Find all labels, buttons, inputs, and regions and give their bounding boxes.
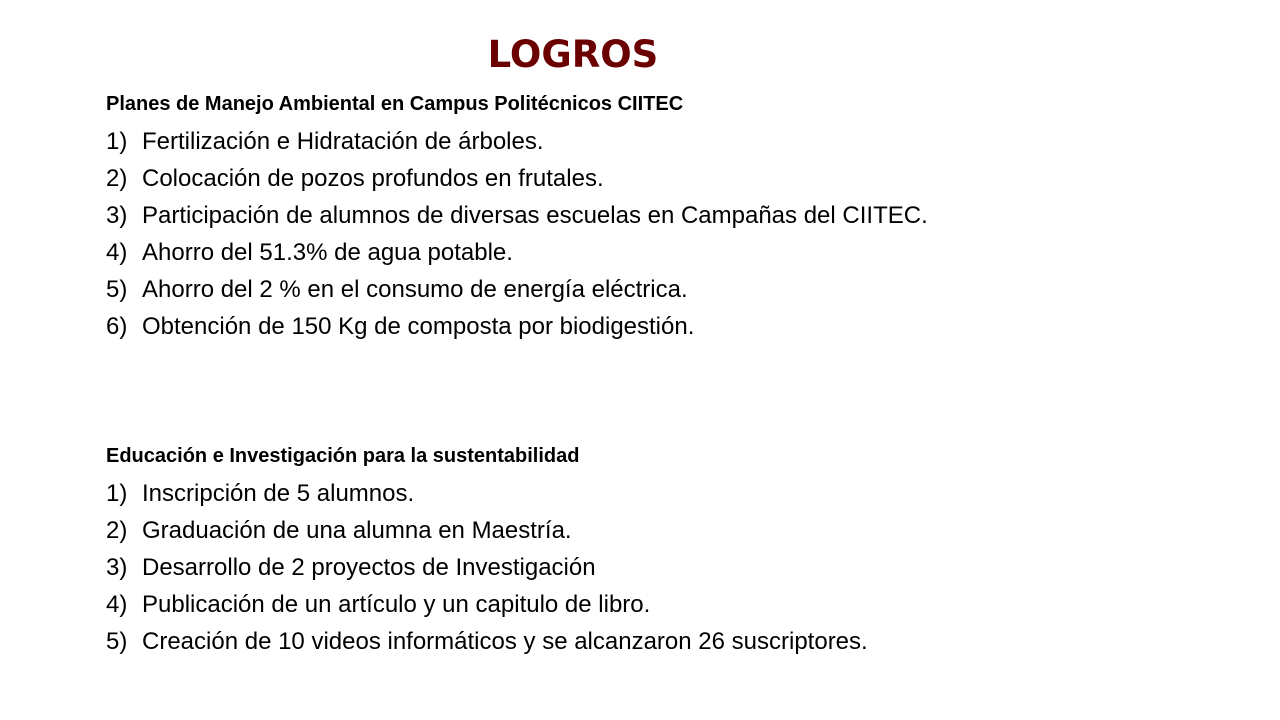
- slide-title: LOGROS: [487, 33, 659, 76]
- item-number: 2): [106, 517, 128, 544]
- item-number: 4): [106, 591, 128, 618]
- list-item: [106, 586, 1206, 623]
- section-heading: Educación e Investigación para la sustentabilidad: [106, 445, 580, 467]
- section-education-research: [106, 443, 1206, 660]
- item-text: Obtención de 150 Kg de composta por biodigestión.: [142, 313, 695, 340]
- list-item: [106, 234, 1206, 271]
- list-item: [106, 271, 1206, 308]
- list-item: [106, 512, 1206, 549]
- list-item: [106, 475, 1206, 512]
- item-text: Fertilización e Hidratación de árboles.: [142, 128, 544, 155]
- item-text: Desarrollo de 2 proyectos de Investigación: [142, 554, 596, 581]
- item-number: 6): [106, 313, 128, 340]
- item-text: Colocación de pozos profundos en frutales.: [142, 165, 604, 192]
- achievement-list: [106, 123, 1206, 345]
- list-item: [106, 623, 1206, 660]
- item-text: Ahorro del 51.3% de agua potable.: [142, 239, 513, 266]
- achievement-list: [106, 475, 1206, 660]
- item-number: 3): [106, 554, 128, 581]
- list-item: [106, 123, 1206, 160]
- list-item: [106, 549, 1206, 586]
- list-item: [106, 160, 1206, 197]
- item-number: 1): [106, 480, 128, 507]
- item-number: 1): [106, 128, 128, 155]
- item-number: 3): [106, 202, 128, 229]
- item-number: 2): [106, 165, 128, 192]
- item-text: Participación de alumnos de diversas escuelas en Campañas del CIITEC.: [142, 202, 928, 229]
- list-item: [106, 197, 1206, 234]
- section-campus-environmental-plans: [106, 91, 1206, 345]
- item-text: Inscripción de 5 alumnos.: [142, 480, 415, 507]
- item-number: 5): [106, 628, 128, 655]
- item-number: 5): [106, 276, 128, 303]
- item-number: 4): [106, 239, 128, 266]
- item-text: Graduación de una alumna en Maestría.: [142, 517, 572, 544]
- section-heading: Planes de Manejo Ambiental en Campus Politécnicos CIITEC: [106, 93, 684, 115]
- item-text: Ahorro del 2 % en el consumo de energía eléctrica.: [142, 276, 688, 303]
- list-item: [106, 308, 1206, 345]
- item-text: Creación de 10 videos informáticos y se alcanzaron 26 suscriptores.: [142, 628, 868, 655]
- item-text: Publicación de un artículo y un capitulo de libro.: [142, 591, 651, 618]
